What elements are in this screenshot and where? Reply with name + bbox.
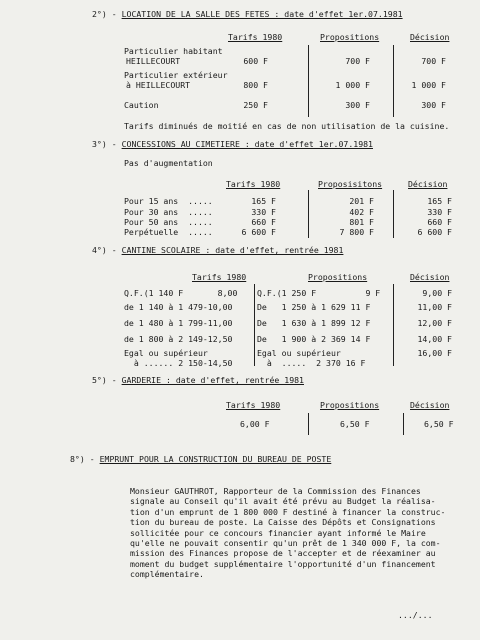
s2-row2-dec: 1 000 F [411,80,446,90]
s3-col-propositions: Proposisitons [318,179,383,189]
s2-row1-dec: 700 F [421,56,446,66]
s3-row-prop: 801 F [349,217,374,227]
s3-col-decision: Décision [408,179,448,189]
s3-subtitle: Pas d'augmentation [124,158,213,168]
s4-row-tarif: Q.F.(1 140 F 8,00 [124,288,238,298]
s2-row1-label2: HEILLECOURT [126,56,181,66]
s5-divider-2 [403,413,404,435]
section-8-title: 8°) - EMPRUNT POUR LA CONSTRUCTION DU BUREAU DE POSTE [70,454,332,464]
s3-row-tarif: 165 F [251,196,276,206]
s2-row1-label: Particulier habitant [124,46,223,56]
s4-row-dec: 16,00 F [417,348,452,358]
s4-row-tarif: Egal ou supérieur à ...... 2 150-14,50 [124,348,233,368]
s2-row2-label: Particulier extérieur [124,70,228,80]
s4-divider-1 [254,284,255,366]
s4-row-dec: 11,00 F [417,302,452,312]
s2-row2-label2: à HEILLECOURT [126,80,191,90]
s4-row-tarif: de 1 480 à 1 799-11,00 [124,318,233,328]
s3-row-prop: 201 F [349,196,374,206]
s4-row-dec: 9,00 F [422,288,452,298]
s2-row3-dec: 300 F [421,100,446,110]
s4-row-dec: 14,00 F [417,334,452,344]
s4-row-dec: 12,00 F [417,318,452,328]
s2-row1-tarif: 600 F [243,56,268,66]
section-4-title: 4°) - CANTINE SCOLAIRE : date d'effet, rentrée 1981 [92,245,344,255]
s4-col-decision: Décision [410,272,450,282]
s2-row3-tarif: 250 F [243,100,268,110]
s2-col-decision: Décision [410,32,450,42]
s5-dec: 6,50 F [424,419,454,429]
s3-row-dec: 6 600 F [417,227,452,237]
s2-row2-tarif: 800 F [243,80,268,90]
s3-row-tarif: 6 600 F [241,227,276,237]
s2-row2-prop: 1 000 F [335,80,370,90]
s5-col-tarifs: Tarifs 1980 [226,400,281,410]
s3-row-prop: 7 800 F [339,227,374,237]
s3-row-dec: 660 F [427,217,452,227]
s2-divider-1 [308,45,309,117]
s4-col-propositions: Propositions [308,272,368,282]
s3-divider-1 [308,190,309,238]
s3-row-tarif: 660 F [251,217,276,227]
s3-row-dec: 330 F [427,207,452,217]
s3-row-label: Pour 50 ans ..... [124,217,213,227]
s4-row-prop: De 1 900 à 2 369 14 F [257,334,371,344]
s4-row-tarif: de 1 140 à 1 479-10,00 [124,302,233,312]
s5-divider-1 [308,413,309,435]
section-3-title: 3°) - CONCESSIONS AU CIMETIERE : date d'effet 1er.07.1981 [92,139,373,149]
s3-row-tarif: 330 F [251,207,276,217]
s3-row-label: Perpétuelle ..... [124,227,213,237]
s2-col-propositions: Propositions [320,32,380,42]
s4-row-prop: Egal ou supérieur à ..... 2 370 16 F [257,348,366,368]
s3-row-label: Pour 30 ans ..... [124,207,213,217]
s2-row3-prop: 300 F [345,100,370,110]
section-5-title: 5°) - GARDERIE : date d'effet, rentrée 1981 [92,375,304,385]
s5-col-propositions: Propositions [320,400,380,410]
s4-divider-2 [393,284,394,366]
s3-col-tarifs: Tarifs 1980 [226,179,281,189]
section-2-title: 2°) - LOCATION DE LA SALLE DES FETES : date d'effet 1er.07.1981 [92,9,403,19]
s2-col-tarifs: Tarifs 1980 [228,32,283,42]
s8-paragraph: Monsieur GAUTHROT, Rapporteur de la Commission des Finances signale au Conseil qu'il avait été prévu au Budget la réalisa- tion d'un emprunt de 1 800 000 F destiné à financer la construc- tion du bureau de poste. La Caisse des Dépôts et Consignations sollicitée pour ce concours financier ayant informé le Maire qu'elle ne pouvait consentir qu'un prêt de 1 340 000 F, la com- mission des Finances propose de l'accepter et de réexaminer au moment du budget supplémentaire l'opportunité d'un financement complémentaire. [130,486,446,580]
s2-row1-prop: 700 F [345,56,370,66]
s2-divider-2 [393,45,394,117]
s3-row-dec: 165 F [427,196,452,206]
page-continuation: .../... [398,610,433,620]
s5-col-decision: Décision [410,400,450,410]
s4-col-tarifs: Tarifs 1980 [192,272,247,282]
s2-row3-label: Caution [124,100,159,110]
s3-row-prop: 402 F [349,207,374,217]
s5-tarif: 6,00 F [240,419,270,429]
s4-row-tarif: de 1 800 à 2 149-12,50 [124,334,233,344]
s5-prop: 6,50 F [340,419,370,429]
s3-divider-2 [393,190,394,238]
s3-row-label: Pour 15 ans ..... [124,196,213,206]
s4-row-prop: De 1 630 à 1 899 12 F [257,318,371,328]
s4-row-prop: De 1 250 à 1 629 11 F [257,302,371,312]
s4-row-prop: Q.F.(1 250 F 9 F [257,288,381,298]
s2-note: Tarifs diminués de moitié en cas de non utilisation de la cuisine. [124,121,450,131]
